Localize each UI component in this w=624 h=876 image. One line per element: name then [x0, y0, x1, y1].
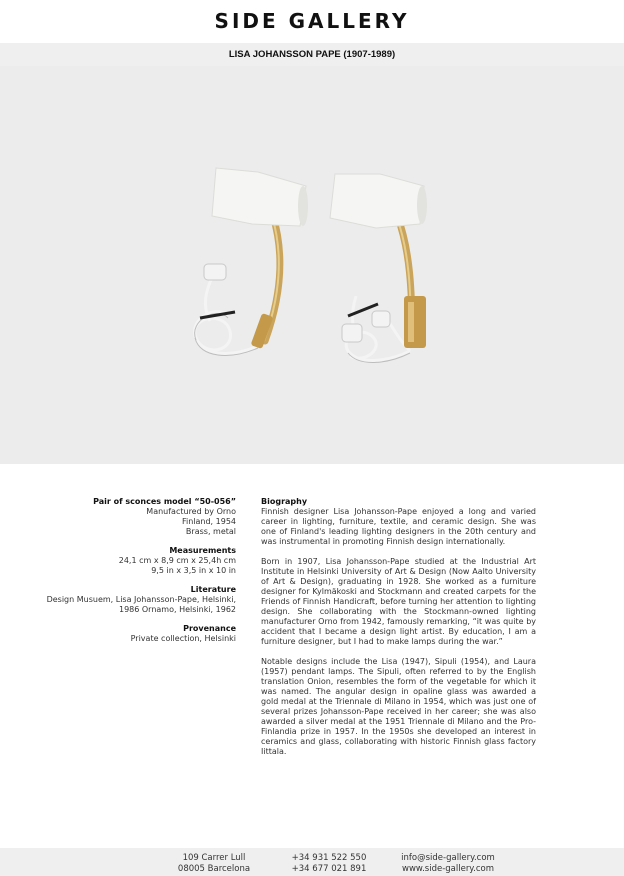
literature-label: Literature [190, 585, 236, 594]
footer-contact [396, 853, 500, 875]
phone-1[interactable]: +34 931 522 550 [291, 853, 367, 863]
left-lamp-plug [204, 264, 226, 280]
footer-phones [282, 853, 376, 875]
right-lamp-shade [330, 174, 424, 228]
page-footer [0, 848, 624, 876]
subtitle-bar [0, 43, 624, 66]
origin: Finland, 1954 [181, 517, 236, 526]
right-lamp-mount-highlight [408, 302, 414, 342]
product-photo [0, 66, 624, 464]
website-link[interactable]: www.side-gallery.com [402, 864, 494, 874]
measurements-cm: 24,1 cm x 8,9 cm x 25,4h cm [118, 556, 236, 565]
literature-line-2: 1986 Ornamo, Helsinki, 1962 [118, 605, 236, 614]
right-lamp-plug [342, 324, 362, 342]
biography-label: Biography [261, 497, 308, 506]
measurements-in: 9,5 in x 3,5 in x 10 in [151, 566, 236, 575]
brand-title: SIDE GALLERY [214, 9, 410, 33]
biography-paragraph-2: Born in 1907, Lisa Johansson-Pape studied at the Industrial Art Institute in Helsinki University of Art & Design (Now Aalto University of Art & Design), graduating in 1928. She worked as a furniture designer for Kylmäkoski and Stockmann and created carpets for the Friends of Finnish Handicraft, before turning her attention to lighting design. She collaborating with the Stockmann-owned lighting manufacturer Orno from 1942, famously remarking, “it was quite by accident that I became a design light artist. By education, I am a furniture designer, but I had to make lamps during the war.” [261, 557, 536, 646]
designer-title: LISA JOHANSSON PAPE (1907-1989) [228, 49, 396, 60]
footer-address [164, 853, 264, 875]
manufacturer: Manufactured by Orno [146, 507, 236, 516]
address-line-1: 109 Carrer Lull [182, 853, 246, 863]
address-line-2: 08005 Barcelona [177, 864, 251, 874]
left-lamp-shade [212, 168, 306, 226]
product-details [20, 497, 236, 644]
measurements-label: Measurements [169, 546, 236, 555]
left-lamp-shade-rim [298, 186, 308, 226]
biography-paragraph-1: Finnish designer Lisa Johansson-Pape enjoyed a long and varied career in lighting, furniture, textile, and ceramic design. She was one of Finland's leading lighting designers in the 20th century and was instrumental in promoting Finnish design internationally. [261, 507, 536, 546]
product-title: Pair of sconces model “50-056” [93, 497, 236, 506]
biography [261, 497, 536, 767]
materials: Brass, metal [185, 527, 236, 536]
biography-paragraph-3: Notable designs include the Lisa (1947), Sipuli (1954), and Laura (1957) pendant lamps. The Sipuli, often referred to by the English translation Onion, resembles the form of the vegetable for which it was named. The angular design in opaline glass was awarded a gold medal at the Triennale di Milano in 1954, which was just one of several prizes Johansson-Pape received in her career; she was also awarded a silver medal at the 1951 Triennale di Milano and the Pro-Finlandia prize in 1957. In the 1950s she developed an interest in ceramics and glass, collaborating with historic Finnish glass factory Iittala. [261, 657, 536, 756]
right-lamp-switch [372, 311, 390, 327]
right-lamp-shade-rim [417, 186, 427, 224]
page-header [0, 0, 624, 43]
provenance-label: Provenance [183, 624, 236, 633]
email-link[interactable]: info@side-gallery.com [401, 853, 495, 863]
right-lamp-mount [404, 296, 426, 348]
provenance-value: Private collection, Helsinki [130, 634, 236, 643]
literature-line-1: Design Musuem, Lisa Johansson-Pape, Helsinki, [46, 595, 236, 604]
phone-2[interactable]: +34 677 021 891 [291, 864, 367, 874]
sconces-illustration [0, 66, 624, 464]
